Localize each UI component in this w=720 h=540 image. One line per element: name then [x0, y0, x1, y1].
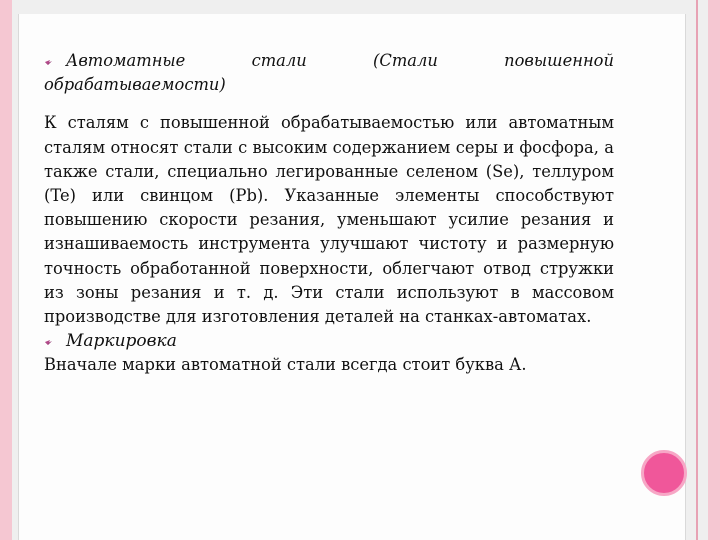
right-stripe [708, 0, 720, 540]
slide-content [44, 49, 614, 378]
decorative-circle [641, 450, 687, 496]
heading-word-4: повышенной [504, 51, 614, 70]
marking-title: Маркировка [66, 331, 177, 352]
heading-word-1: Автоматные [66, 51, 186, 70]
marking-heading [44, 329, 614, 353]
heading [44, 49, 614, 73]
checkmark-bullet-icon [44, 336, 56, 348]
heading-line-2: обрабатываемости) [44, 75, 226, 95]
heading-word-2: стали [251, 51, 307, 70]
left-stripe [0, 0, 12, 540]
heading-word-3: (Стали [373, 51, 438, 70]
right-stripe-line [696, 0, 698, 540]
checkmark-bullet-icon [44, 56, 56, 68]
body-paragraph: К сталям с повышенной обрабатываемостью или автоматным сталям относят стали с высоким содержанием серы и фосфора, а также стали, специально легированные селеном (Se), теллуром (Te) или свинцом (Pb). Указанные элементы способствуют повышению скорости резания, уменьшают усилие резания и изнашиваемость инструмента улучшают чистоту и размерную точность обработанной поверхности, облегчают отвод стружки из зоны резания и т. д. Эти стали используют в массовом производстве для изготовления деталей на станках-автоматах. [44, 113, 614, 327]
marking-text: Вначале марки автоматной стали всегда стоит буква А. [44, 355, 527, 375]
